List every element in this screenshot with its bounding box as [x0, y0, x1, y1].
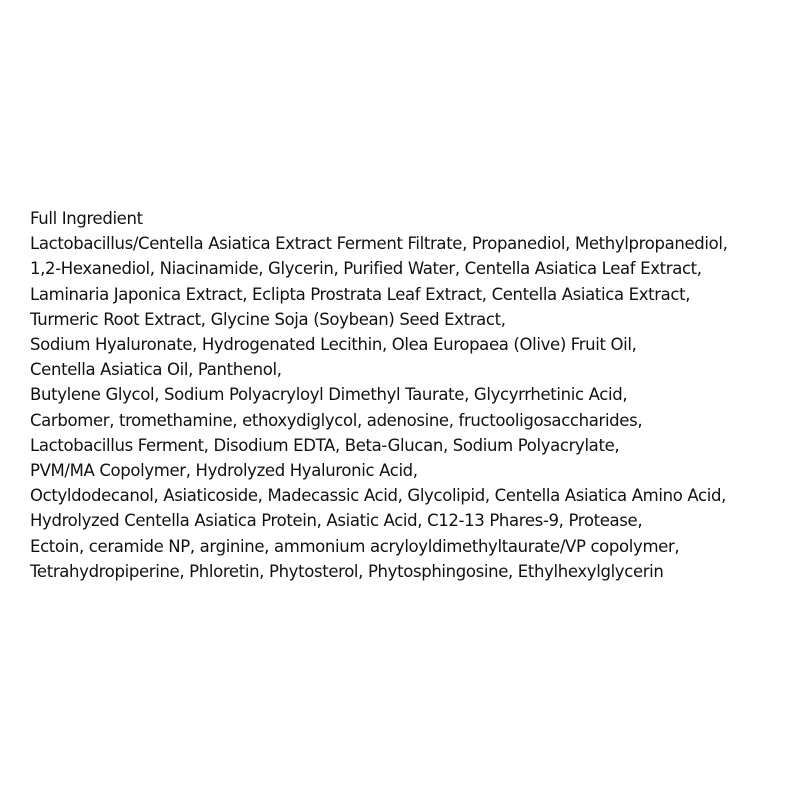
- ingredient-line-7: Butylene Glycol, Sodium Polyacryloyl Dimethyl Taurate, Glycyrrhetinic Acid,: [30, 385, 628, 405]
- ingredient-line-14: Tetrahydropiperine, Phloretin, Phytosterol, Phytosphingosine, Ethylhexylglycerin: [30, 561, 664, 581]
- ingredient-line-1: Lactobacillus/Centella Asiatica Extract Ferment Filtrate, Propanediol, Methylpropanediol,: [30, 234, 728, 254]
- ingredient-heading: Full Ingredient: [30, 209, 143, 228]
- ingredient-lines: [30, 231, 790, 584]
- ingredient-line-3: Laminaria Japonica Extract, Eclipta Prostrata Leaf Extract, Centella Asiatica Extract,: [30, 284, 691, 304]
- ingredient-line-2: 1,2-Hexanediol, Niacinamide, Glycerin, Purified Water, Centella Asiatica Leaf Extract,: [30, 259, 702, 279]
- ingredient-line-6: Centella Asiatica Oil, Panthenol,: [30, 360, 282, 380]
- ingredient-line-12: Hydrolyzed Centella Asiatica Protein, Asiatic Acid, C12-13 Phares-9, Protease,: [30, 511, 643, 531]
- ingredient-line-4: Turmeric Root Extract, Glycine Soja (Soybean) Seed Extract,: [30, 309, 506, 329]
- ingredient-line-8: Carbomer, tromethamine, ethoxydiglycol, adenosine, fructooligosaccharides,: [30, 410, 643, 430]
- ingredient-line-5: Sodium Hyaluronate, Hydrogenated Lecithin, Olea Europaea (Olive) Fruit Oil,: [30, 335, 637, 355]
- ingredient-line-9: Lactobacillus Ferment, Disodium EDTA, Beta-Glucan, Sodium Polyacrylate,: [30, 435, 620, 455]
- ingredient-line-11: Octyldodecanol, Asiaticoside, Madecassic Acid, Glycolipid, Centella Asiatica Amino Acid,: [30, 486, 726, 506]
- ingredient-line-13: Ectoin, ceramide NP, arginine, ammonium acryloyldimethyltaurate/VP copolymer,: [30, 536, 680, 556]
- ingredient-list-block: [30, 206, 790, 584]
- ingredient-line-10: PVM/MA Copolymer, Hydrolyzed Hyaluronic Acid,: [30, 461, 418, 481]
